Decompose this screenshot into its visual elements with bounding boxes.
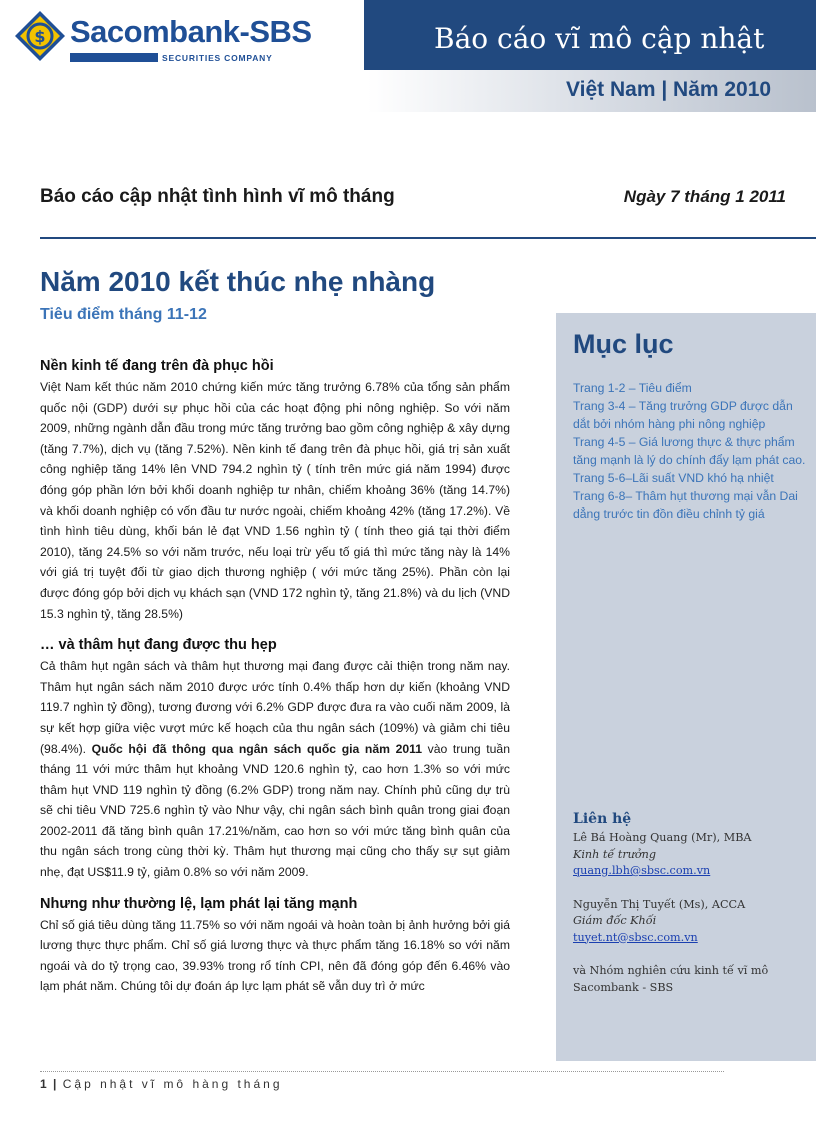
header-subtitle: Việt Nam | Năm 2010 xyxy=(566,78,772,101)
report-date: Ngày 7 tháng 1 2011 xyxy=(623,187,786,206)
header-title: Báo cáo vĩ mô cập nhật xyxy=(434,22,765,55)
logo-sub-bar xyxy=(70,53,158,62)
toc-item[interactable]: Trang 3-4 – Tăng trưởng GDP được dẫn dắt bởi nhóm hàng phi nông nghiệp xyxy=(573,399,793,431)
logo-name: Sacombank-SBS xyxy=(70,14,312,49)
footer-text: Cập nhật vĩ mô hàng tháng xyxy=(62,1077,283,1091)
footer-separator: | xyxy=(53,1077,57,1091)
page-subtitle: Tiêu điểm tháng 11-12 xyxy=(40,306,207,323)
team-line: Sacombank - SBS xyxy=(573,980,674,994)
contact-email-link[interactable]: quang.lbh@sbsc.com.vn xyxy=(573,864,711,877)
section-heading-inflation: Nhưng như thường lệ, lạm phát lại tăng mạnh xyxy=(40,895,358,912)
toc-item[interactable]: Trang 1-2 – Tiêu điểm xyxy=(573,381,692,395)
toc-title: Mục lục xyxy=(573,329,674,359)
contact-role: Giám đốc Khối xyxy=(573,914,657,927)
team-line: và Nhóm nghiên cứu kinh tế vĩ mô xyxy=(573,964,769,977)
footer-divider xyxy=(40,1071,724,1073)
section-heading-recovery: Nền kinh tế đang trên đà phục hồi xyxy=(40,358,274,374)
contact-title: Liên hệ xyxy=(573,811,632,827)
title-divider xyxy=(40,237,816,239)
deficit-text-bold: Quốc hội đã thông qua ngân sách quốc gia năm 2011 xyxy=(91,741,423,756)
logo-subtitle: SECURITIES COMPANY xyxy=(162,53,273,63)
report-title: Báo cáo cập nhật tình hình vĩ mô tháng xyxy=(40,186,395,207)
section-body-recovery: Việt Nam kết thúc năm 2010 chứng kiến mức tăng trưởng 6.78% của tổng sản phẩm quốc nội (GDP) dưới sự phục hồi của các hoạt động phi nông nghiệp. So với năm 2009, những ngành dẫn đầu trong mức tăng trưởng bao gồm công nghiệp & xây dựng (tăng 7.7%), dịch vụ (tăng 7.52%). Nền kinh tế đang trên đà phục hồi, giá trị sản xuất công nghiệp tăng 14% lên VND 794.2 nghìn tỷ ( tính trên mức giá năm 1994) được đóng góp phần lớn bởi khối doanh nghiệp tư nhân, chiếm khoảng 36% (tăng 14.7%) và khối doanh nghiệp có vốn đầu tư nước ngoài, chiếm khoảng 42% (tăng 17.2%). Về tình hình tiêu dùng, khối bán lẻ đạt VND 1.56 nghìn tỷ ( tính theo giá tại thời điểm 2010), tăng 24.5% so với năm trước, nếu loại trừ yếu tố giá thì mức tăng này là 14% với giá trị tuyệt đối từ giao dịch thương nghiệp ( với mức tăng 25%). Phần còn lại được đóng góp bởi dịch vụ khách sạn (VND 172 nghìn tỷ, tăng 21.8%) và du lịch (VND 15.3 nghìn tỷ, tăng 28.5%) xyxy=(40,380,510,621)
sidebar xyxy=(556,313,816,1061)
main-column xyxy=(40,358,510,1010)
contact-block xyxy=(573,811,811,996)
section-heading-deficit: … và thâm hụt đang được thu hẹp xyxy=(40,637,277,654)
contact-name: Nguyễn Thị Tuyết (Ms), ACCA xyxy=(573,897,746,911)
contact-name: Lê Bá Hoàng Quang (Mr), MBA xyxy=(573,831,752,844)
svg-text:$: $ xyxy=(34,27,46,46)
section-body-inflation: Chỉ số giá tiêu dùng tăng 11.75% so với năm ngoái và hoàn toàn bị ảnh hưởng bởi giá lương thực thực phẩm. Chỉ số giá lương thực và thực phẩm tăng 16.18% so với năm ngoái và do tỷ trọng cao, 39.93% trong rổ tính CPI, nên đã đóng góp đến 6.46% vào lạm phát năm. Chúng tôi dự đoán áp lực lạm phát sẽ vẫn duy trì ở mức xyxy=(40,917,510,994)
page-footer xyxy=(40,1077,283,1091)
table-of-contents xyxy=(573,379,813,523)
deficit-text-after: vào trung tuần tháng 11 với mức thâm hụt khoảng VND 120.6 nghìn tỷ, cao hơn 1.3% so với mức thâm hụt VND 119 nghìn tỷ đồng (6.2% GDP) trong năm nay. Chính phủ cũng dự trù sẽ chi tiêu VND 725.6 nghìn tỷ vào Như vậy, chi ngân sách bình quân trong giai đoạn 2002-2011 đã tăng bình quân 17.21%/năm, cao hơn so với mức tăng bình quân của thu ngân sách trong cùng thời kỳ. Thâm hụt thương mại cũng cho thấy sự sụt giảm nhẹ, đạt US$11.9 tỷ, giảm 0.8% so với năm 2009. xyxy=(40,741,510,880)
sacombank-emblem-icon xyxy=(14,10,66,62)
company-logo xyxy=(14,10,314,70)
contact-role: Kinh tế trưởng xyxy=(573,847,656,861)
section-body-deficit xyxy=(40,656,510,883)
page-number: 1 xyxy=(40,1077,47,1091)
toc-item[interactable]: Trang 6-8– Thâm hụt thương mại vẫn Dai dẳng trước tin đồn điều chỉnh tỷ giá xyxy=(573,489,798,521)
contact-email-link[interactable]: tuyet.nt@sbsc.com.vn xyxy=(573,930,698,944)
page-title: Năm 2010 kết thúc nhẹ nhàng xyxy=(40,266,436,297)
toc-item[interactable]: Trang 5-6–Lãi suất VND khó hạ nhiệt xyxy=(573,471,774,485)
toc-item[interactable]: Trang 4-5 – Giá lương thực & thực phẩm tăng mạnh là lý do chính đẩy lạm phát cao. xyxy=(573,435,806,467)
deficit-text-before: Cả thâm hụt ngân sách và thâm hụt thương mại đang được cải thiện trong năm nay. Thâm hụt ngân sách năm 2010 được ước tính 0.4% thấp hơn dự kiến (khoảng VND 119.7 nghìn tỷ đồng), tương đương với 6.2% GDP được đưa ra vào cuối năm 2009, là sự kết hợp giữa việc vượt mức kế hoạch của thu ngân sách (109%) và giảm chi tiêu (98.4%). xyxy=(40,659,510,756)
